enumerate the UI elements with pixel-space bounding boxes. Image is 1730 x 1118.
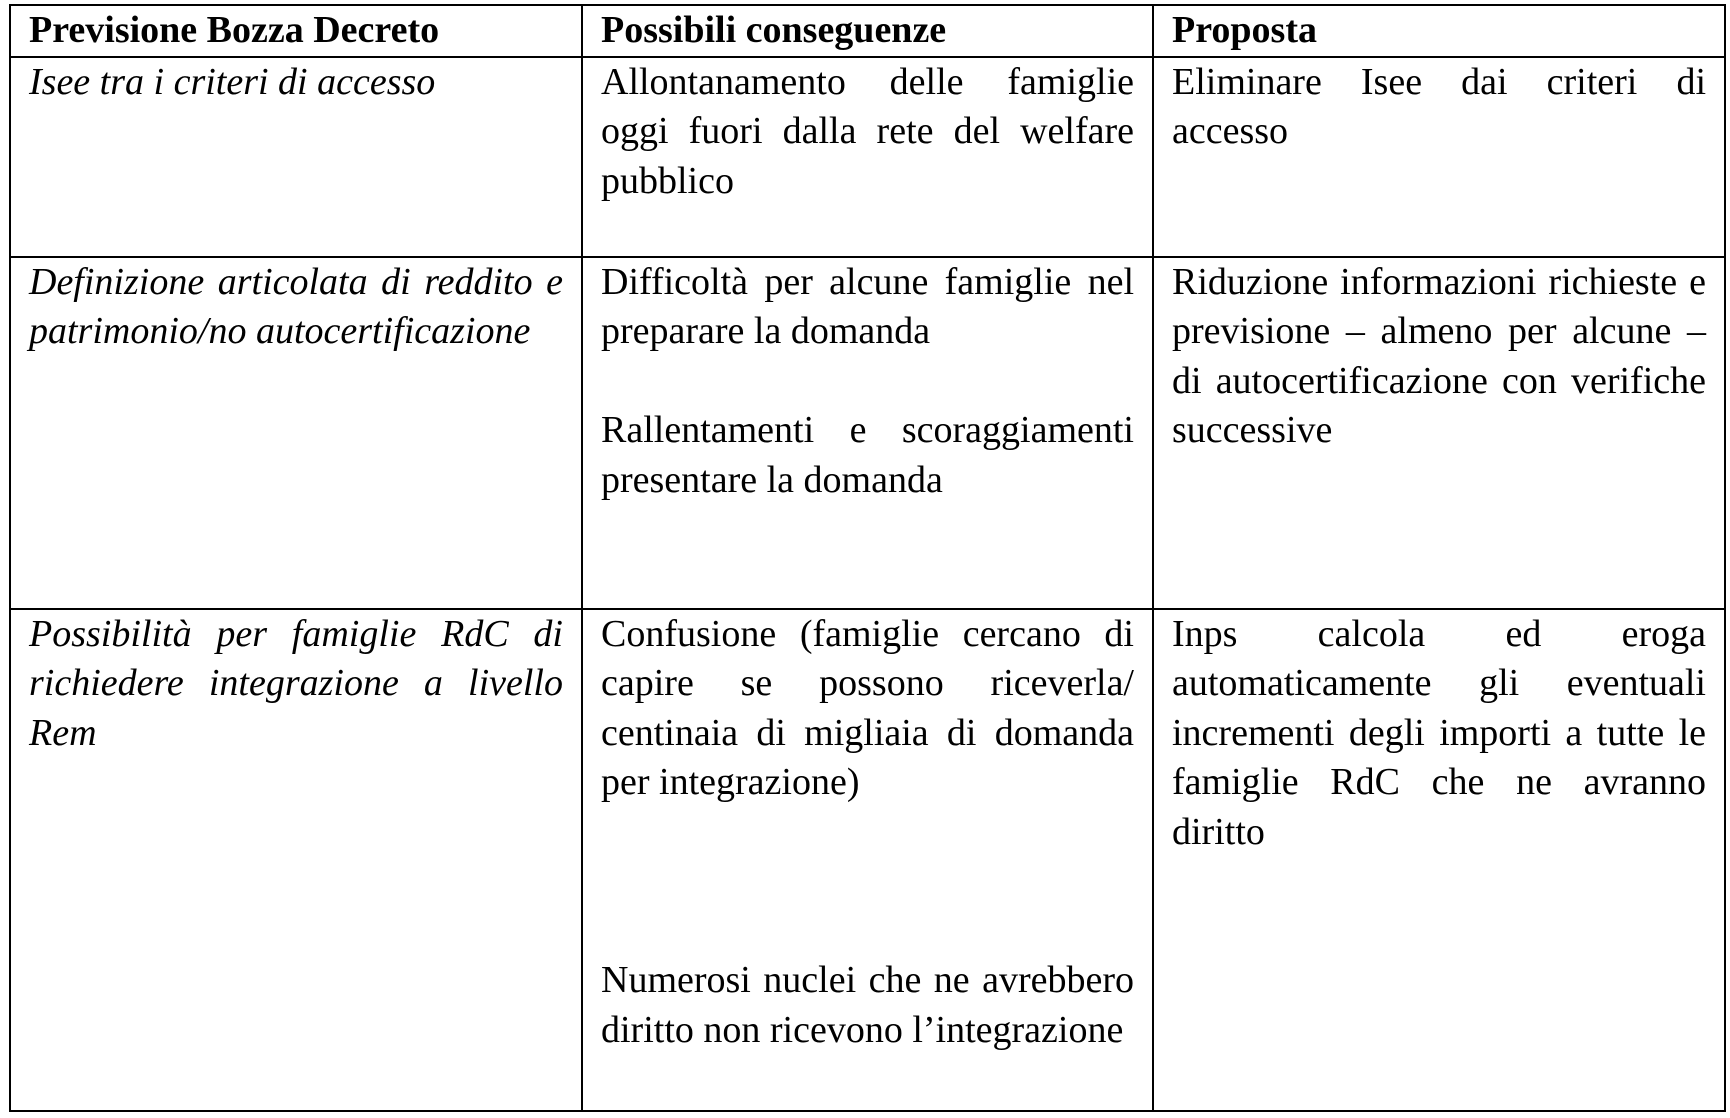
cell-conseguenze: [582, 609, 1153, 1111]
cell-proposta: Eliminare Isee dai criteri di accesso: [1153, 57, 1725, 257]
conseguenza-text: Allontanamento delle famiglie oggi fuori dalla rete del welfare pubblico: [601, 60, 1134, 202]
cell-proposta: Riduzione informazioni richieste e previsione – almeno per alcune – di autocertificazione con verifiche successive: [1153, 257, 1725, 609]
comparison-table: [9, 4, 1726, 1112]
cell-proposta: Inps calcola ed eroga automaticamente gli eventuali incrementi degli importi a tutte le famiglie RdC che ne avranno diritto: [1153, 609, 1725, 1111]
table-row: [10, 609, 1725, 1111]
paragraph-gap: [601, 808, 1134, 957]
cell-conseguenze: [582, 257, 1153, 609]
table-row: [10, 257, 1725, 609]
table-header-row: [10, 5, 1725, 57]
cell-previsione: Possibilità per famiglie RdC di richiedere integrazione a livello Rem: [10, 609, 582, 1111]
cell-conseguenze: [582, 57, 1153, 257]
conseguenza-text: Numerosi nuclei che ne avrebbero diritto non ricevono l’integrazione: [601, 959, 1134, 1051]
cell-previsione: Definizione articolata di reddito e patrimonio/no autocertificazione: [10, 257, 582, 609]
header-proposta: Proposta: [1153, 5, 1725, 57]
header-conseguenze: Possibili conseguenze: [582, 5, 1153, 57]
conseguenza-text: Difficoltà per alcune famiglie nel preparare la domanda: [601, 260, 1134, 352]
paragraph-gap: [601, 357, 1134, 407]
conseguenza-text: Confusione (famiglie cercano di capire se possono riceverla/ centinaia di migliaia di domanda per integrazione): [601, 612, 1134, 803]
table-row: [10, 57, 1725, 257]
conseguenza-text: Rallentamenti e scoraggiamenti presentare la domanda: [601, 409, 1134, 501]
cell-previsione: Isee tra i criteri di accesso: [10, 57, 582, 257]
header-previsione: Previsione Bozza Decreto: [10, 5, 582, 57]
